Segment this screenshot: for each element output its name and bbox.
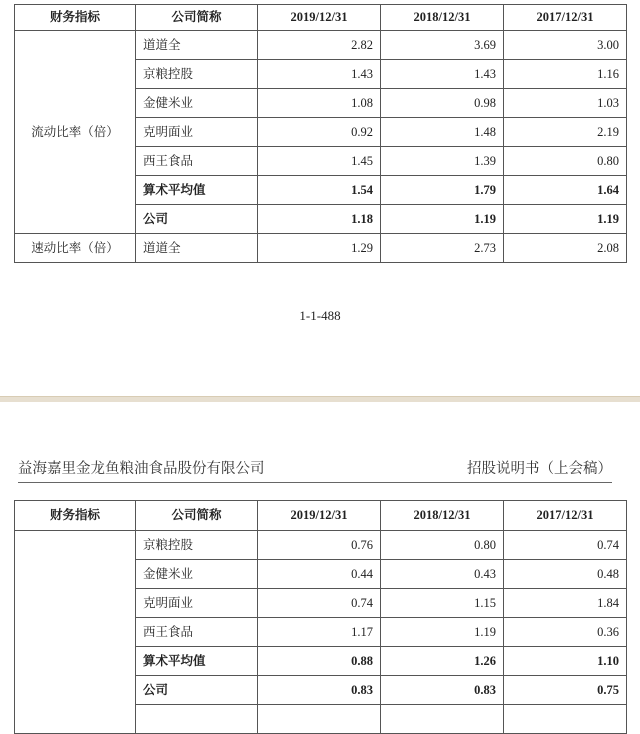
value-2019: 1.18	[258, 205, 381, 234]
value-2018: 3.69	[381, 31, 504, 60]
value-2017: 3.00	[504, 31, 627, 60]
table-header-row	[15, 501, 627, 531]
value-2019: 0.74	[258, 589, 381, 618]
header-company-name: 益海嘉里金龙鱼粮油食品股份有限公司	[18, 461, 265, 477]
quick-ratio-table	[14, 500, 627, 734]
value-2018: 0.43	[381, 560, 504, 589]
value-2019: 1.29	[258, 234, 381, 263]
value-2017: 1.10	[504, 647, 627, 676]
value-2019: 1.43	[258, 60, 381, 89]
value-2019: 0.92	[258, 118, 381, 147]
value-2019: 1.45	[258, 147, 381, 176]
table-header-row	[15, 5, 627, 31]
company-cell: 公司	[136, 676, 258, 705]
value-2019: 1.08	[258, 89, 381, 118]
company-cell: 金健米业	[136, 89, 258, 118]
running-header	[18, 458, 612, 483]
company-cell: 京粮控股	[136, 60, 258, 89]
value-2018: 1.19	[381, 205, 504, 234]
header-2017: 2017/12/31	[504, 501, 627, 531]
page-number: 1-1-488	[299, 308, 341, 323]
value-2018	[381, 705, 504, 734]
metric-current-ratio: 流动比率（倍）	[15, 31, 136, 234]
value-2017: 2.08	[504, 234, 627, 263]
company-cell	[136, 705, 258, 734]
value-2017: 1.64	[504, 176, 627, 205]
header-metric: 财务指标	[15, 5, 136, 31]
company-cell: 金健米业	[136, 560, 258, 589]
value-2017: 0.48	[504, 560, 627, 589]
metric-quick-ratio: 速动比率（倍）	[15, 234, 136, 263]
header-2017: 2017/12/31	[504, 5, 627, 31]
value-2019: 0.88	[258, 647, 381, 676]
company-cell: 算术平均值	[136, 647, 258, 676]
header-company: 公司简称	[136, 5, 258, 31]
value-2017: 0.74	[504, 531, 627, 560]
value-2017	[504, 705, 627, 734]
company-cell: 算术平均值	[136, 176, 258, 205]
value-2018: 1.79	[381, 176, 504, 205]
value-2017: 0.75	[504, 676, 627, 705]
table-row	[15, 234, 627, 263]
value-2017: 1.03	[504, 89, 627, 118]
value-2019: 0.76	[258, 531, 381, 560]
header-metric: 财务指标	[15, 501, 136, 531]
value-2019: 0.83	[258, 676, 381, 705]
header-2019: 2019/12/31	[258, 501, 381, 531]
table-row	[15, 531, 627, 560]
table-row	[15, 31, 627, 60]
value-2019	[258, 705, 381, 734]
value-2017: 0.80	[504, 147, 627, 176]
value-2017: 1.16	[504, 60, 627, 89]
value-2018: 1.26	[381, 647, 504, 676]
value-2018: 0.80	[381, 531, 504, 560]
value-2018: 0.98	[381, 89, 504, 118]
company-cell: 西王食品	[136, 147, 258, 176]
value-2019: 2.82	[258, 31, 381, 60]
value-2018: 1.19	[381, 618, 504, 647]
header-document-title: 招股说明书（上会稿）	[467, 461, 612, 477]
value-2018: 0.83	[381, 676, 504, 705]
value-2017: 2.19	[504, 118, 627, 147]
value-2017: 1.19	[504, 205, 627, 234]
value-2018: 1.48	[381, 118, 504, 147]
company-cell: 克明面业	[136, 589, 258, 618]
header-2018: 2018/12/31	[381, 5, 504, 31]
value-2019: 0.44	[258, 560, 381, 589]
company-cell: 道道全	[136, 234, 258, 263]
value-2018: 1.43	[381, 60, 504, 89]
company-cell: 道道全	[136, 31, 258, 60]
value-2019: 1.54	[258, 176, 381, 205]
liquidity-ratio-table	[14, 4, 627, 263]
document-page-bottom	[0, 402, 640, 708]
company-cell: 克明面业	[136, 118, 258, 147]
value-2017: 1.84	[504, 589, 627, 618]
header-2018: 2018/12/31	[381, 501, 504, 531]
value-2018: 2.73	[381, 234, 504, 263]
company-cell: 公司	[136, 205, 258, 234]
header-2019: 2019/12/31	[258, 5, 381, 31]
metric-continued	[15, 531, 136, 734]
value-2018: 1.39	[381, 147, 504, 176]
value-2017: 0.36	[504, 618, 627, 647]
value-2019: 1.17	[258, 618, 381, 647]
company-cell: 西王食品	[136, 618, 258, 647]
company-cell: 京粮控股	[136, 531, 258, 560]
value-2018: 1.15	[381, 589, 504, 618]
header-company: 公司简称	[136, 501, 258, 531]
